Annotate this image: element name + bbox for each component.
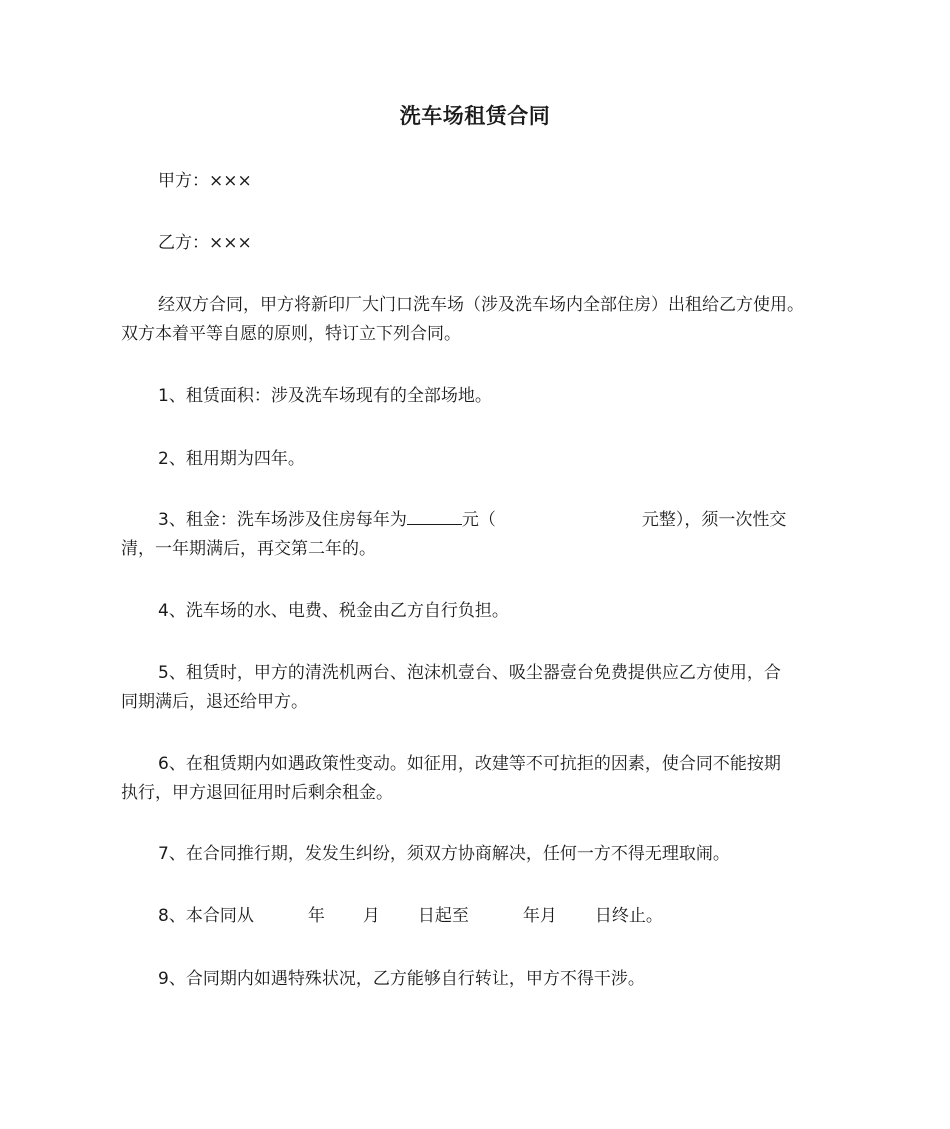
party-b-text: 乙方：××× (158, 233, 252, 253)
document-title: 洗车场租赁合同 (399, 104, 551, 128)
intro-paragraph (121, 291, 836, 349)
clause-3-part-1: 3、租金：洗车场涉及住房每年为 (158, 510, 407, 530)
clause-3-part-2: 元（ (461, 510, 496, 530)
clause-2-text: 2、租用期为四年。 (158, 449, 305, 469)
clause-8-year-month: 年月 (522, 906, 557, 926)
clause-2 (121, 445, 836, 474)
clause-5-line-1: 5、租赁时，甲方的清洗机两台、泡沫机壹台、吸尘器壹台免费提供应乙方使用，合 (158, 663, 781, 683)
clause-3-part-3: 元整），须一次性交 (641, 510, 787, 530)
clause-6-line-1: 6、在租赁期内如遇政策性变动。如征用，改建等不可抗拒的因素，使合同不能按期 (158, 754, 781, 774)
clause-5 (121, 659, 836, 717)
clause-8-end: 日终止。 (594, 906, 663, 926)
clause-1 (121, 382, 836, 411)
clause-8-line (121, 902, 836, 931)
clause-6-line-2: 执行，甲方退回征用时后剩余租金。 (121, 783, 393, 803)
clause-8-month: 月 (362, 906, 380, 926)
clause-8-day-to: 日起至 (417, 906, 469, 926)
clause-5-line-2: 同期满后，退还给甲方。 (121, 692, 308, 712)
clause-3-line-2: 清，一年期满后，再交第二年的。 (121, 539, 376, 559)
intro-line-2: 双方本着平等自愿的原则，特订立下列合同。 (121, 324, 461, 344)
party-a (121, 167, 836, 196)
clause-9-text: 9、合同期内如遇特殊状况，乙方能够自行转让，甲方不得干涉。 (158, 969, 645, 989)
clause-1-text: 1、租赁面积：涉及洗车场现有的全部场地。 (158, 386, 492, 406)
clause-8 (121, 902, 836, 931)
party-b (121, 229, 836, 258)
clause-3-line-1 (121, 506, 836, 535)
clause-6 (121, 750, 836, 808)
clause-4-text: 4、洗车场的水、电费、税金由乙方自行负担。 (158, 601, 509, 621)
clause-8-from: 8、本合同从 (158, 906, 254, 926)
clause-7-text: 7、在合同推行期，发发生纠纷，须双方协商解决，任何一方不得无理取闹。 (158, 844, 730, 864)
clause-4 (121, 597, 836, 626)
intro-line-1: 经双方合同，甲方将新印厂大门口洗车场（涉及洗车场内全部住房）出租给乙方使用。 (158, 295, 804, 315)
clause-7 (121, 840, 836, 869)
rent-amount-blank (407, 509, 462, 525)
party-a-text: 甲方：××× (158, 171, 252, 191)
clause-3 (121, 506, 836, 564)
clause-8-year: 年 (307, 906, 325, 926)
clause-9 (121, 965, 836, 994)
